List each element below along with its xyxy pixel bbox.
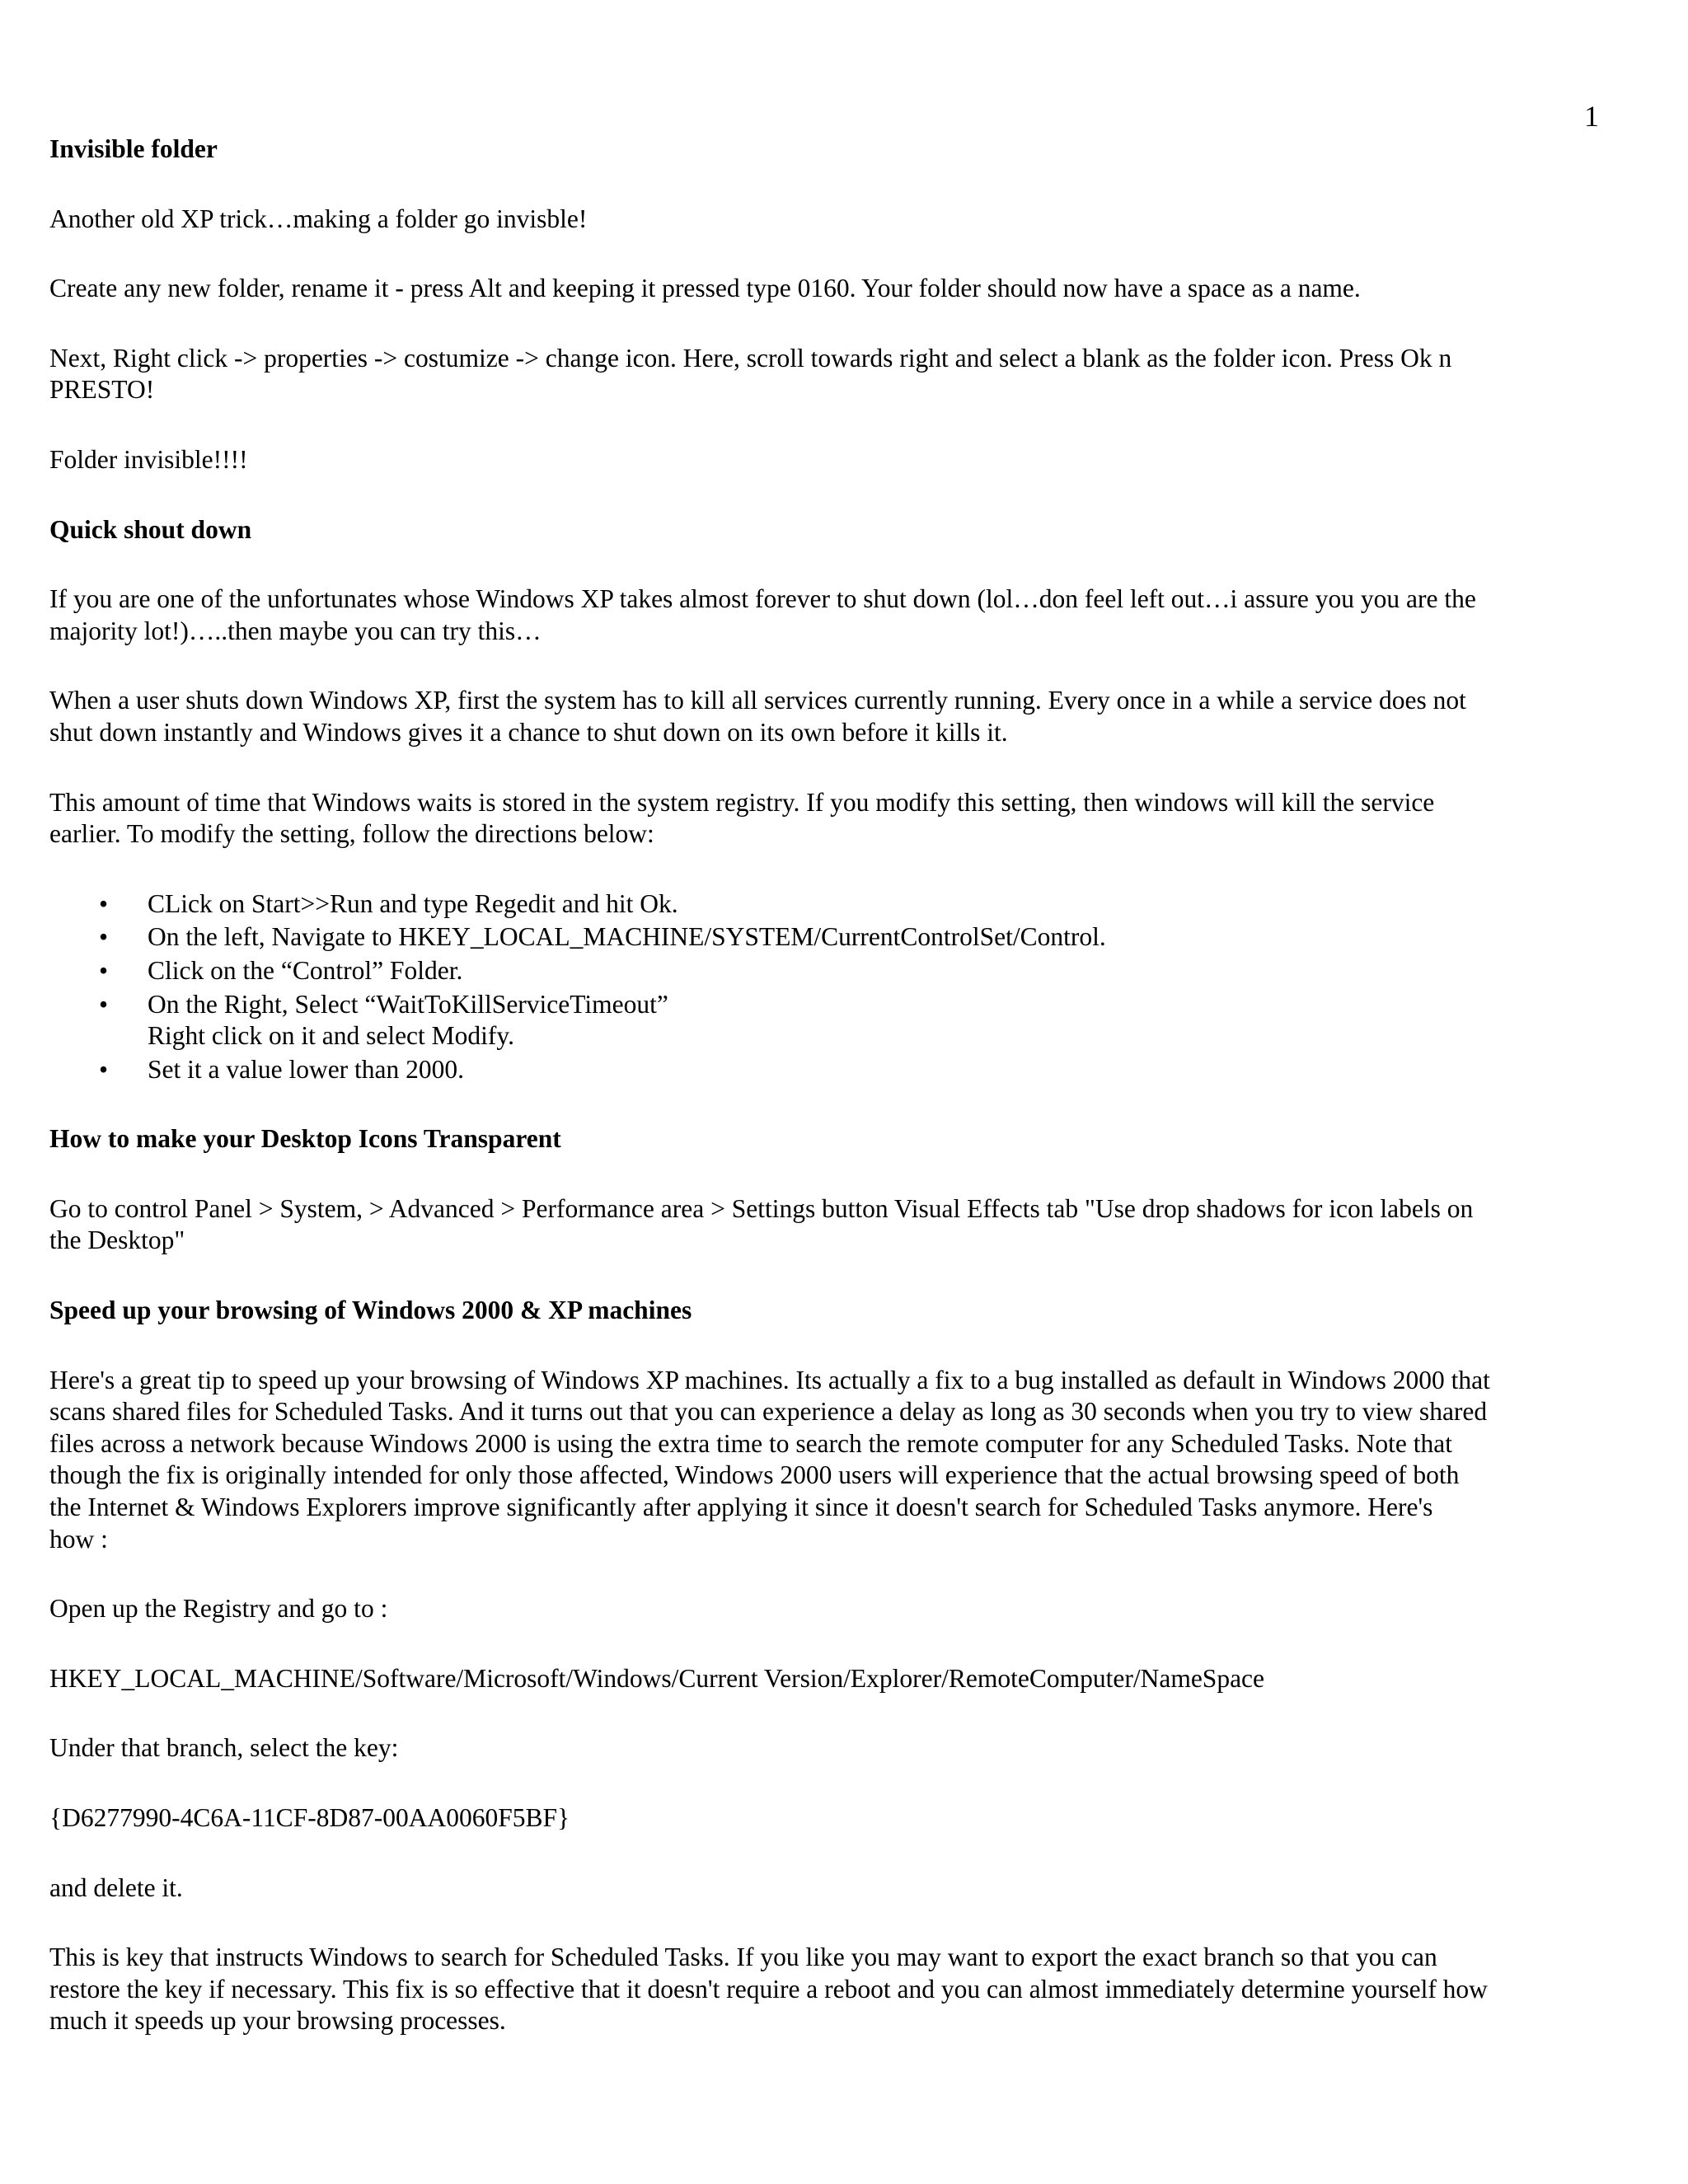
paragraph: and delete it. — [49, 1872, 183, 1902]
bullet-icon: • — [99, 955, 109, 985]
list-item-text: Right click on it and select Modify. — [148, 1021, 514, 1051]
paragraph — [49, 343, 1582, 406]
paragraph-line: the Desktop" — [49, 1226, 185, 1255]
paragraph-line: shut down instantly and Windows gives it a chance to shut down on its own before it kills it. — [49, 717, 1008, 747]
bullet-icon: • — [99, 888, 109, 918]
registry-path: HKEY_LOCAL_MACHINE/Software/Microsoft/Windows/Current Version/Explorer/RemoteComputer/NameSpace — [49, 1663, 1265, 1693]
list-item — [49, 921, 1582, 954]
paragraph-line: the Internet & Windows Explorers improve significantly after applying it since it doesn't search for Scheduled Tasks anymore. Here's — [49, 1493, 1433, 1522]
paragraph-line: scans shared files for Scheduled Tasks. And it turns out that you can experience a delay as long as 30 seconds when you try to view shared — [49, 1397, 1488, 1427]
paragraph-line: This is key that instructs Windows to search for Scheduled Tasks. If you like you may want to export the exact branch so that you can — [49, 1943, 1437, 1972]
list-item-text: Set it a value lower than 2000. — [148, 1054, 465, 1084]
paragraph-line: majority lot!)…..then maybe you can try this… — [49, 616, 542, 645]
page-number: 1 — [1584, 100, 1599, 133]
document-body — [49, 134, 1582, 2075]
list-item — [49, 1054, 1582, 1086]
list-item-text: Click on the “Control” Folder. — [148, 955, 463, 985]
list-item-text: CLick on Start>>Run and type Regedit and hit Ok. — [148, 888, 678, 918]
bullet-icon: • — [99, 922, 109, 952]
paragraph: Create any new folder, rename it - press Alt and keeping it pressed type 0160. Your folder should now have a space as a name. — [49, 274, 1361, 303]
registry-key: {D6277990-4C6A-11CF-8D87-00AA0060F5BF} — [49, 1803, 570, 1832]
paragraph: Open up the Registry and go to : — [49, 1594, 388, 1624]
list-item — [49, 989, 1582, 1052]
paragraph-line: earlier. To modify the setting, follow the directions below: — [49, 819, 654, 849]
paragraph-line: though the fix is originally intended for only those affected, Windows 2000 users will experience that the actual browsing speed of both — [49, 1460, 1460, 1490]
steps-list — [49, 888, 1582, 1086]
heading-speed-browsing: Speed up your browsing of Windows 2000 & XP machines — [49, 1296, 692, 1325]
paragraph-line: restore the key if necessary. This fix is so effective that it doesn't require a reboot and you can almost immediately determine yourself how — [49, 1974, 1488, 2004]
paragraph-line: much it speeds up your browsing processes. — [49, 2006, 506, 2036]
paragraph — [49, 1193, 1582, 1257]
paragraph-line: Next, Right click -> properties -> costumize -> change icon. Here, scroll towards right and select a blank as the folder icon. Press Ok n — [49, 343, 1452, 373]
paragraph — [49, 1942, 1582, 2037]
heading-transparent-icons: How to make your Desktop Icons Transparent — [49, 1124, 561, 1154]
paragraph: Folder invisible!!!! — [49, 444, 248, 474]
paragraph — [49, 583, 1582, 647]
paragraph-line: Here's a great tip to speed up your browsing of Windows XP machines. Its actually a fix to a bug installed as default in Windows 2000 that — [49, 1365, 1490, 1394]
paragraph-line: PRESTO! — [49, 375, 155, 405]
list-item — [49, 888, 1582, 921]
paragraph — [49, 787, 1582, 851]
paragraph-line: If you are one of the unfortunates whose Windows XP takes almost forever to shut down (lol…don feel left out…i assure you you are the — [49, 584, 1476, 614]
paragraph — [49, 685, 1582, 748]
list-item — [49, 955, 1582, 987]
paragraph-line: how : — [49, 1524, 108, 1554]
paragraph-line: files across a network because Windows 2000 is using the extra time to search the remote computer for any Scheduled Tasks. Note that — [49, 1428, 1453, 1458]
bullet-icon: • — [99, 989, 109, 1019]
bullet-icon: • — [99, 1054, 109, 1084]
heading-quick-shutdown: Quick shout down — [49, 514, 252, 544]
paragraph-line: Go to control Panel > System, > Advanced > Performance area > Settings button Visual Effects tab "Use drop shadows for icon labels on — [49, 1193, 1474, 1223]
paragraph-line: This amount of time that Windows waits is stored in the system registry. If you modify this setting, then windows will kill the service — [49, 787, 1435, 817]
list-item-text: On the Right, Select “WaitToKillServiceTimeout” — [148, 989, 668, 1019]
list-item-text: On the left, Navigate to HKEY_LOCAL_MACHINE/SYSTEM/CurrentControlSet/Control. — [148, 922, 1106, 952]
paragraph: Under that branch, select the key: — [49, 1733, 399, 1763]
heading-invisible-folder: Invisible folder — [49, 134, 218, 163]
paragraph: Another old XP trick…making a folder go invisble! — [49, 204, 588, 233]
paragraph — [49, 1365, 1582, 1556]
paragraph-line: When a user shuts down Windows XP, first the system has to kill all services currently running. Every once in a while a service does not — [49, 686, 1466, 715]
